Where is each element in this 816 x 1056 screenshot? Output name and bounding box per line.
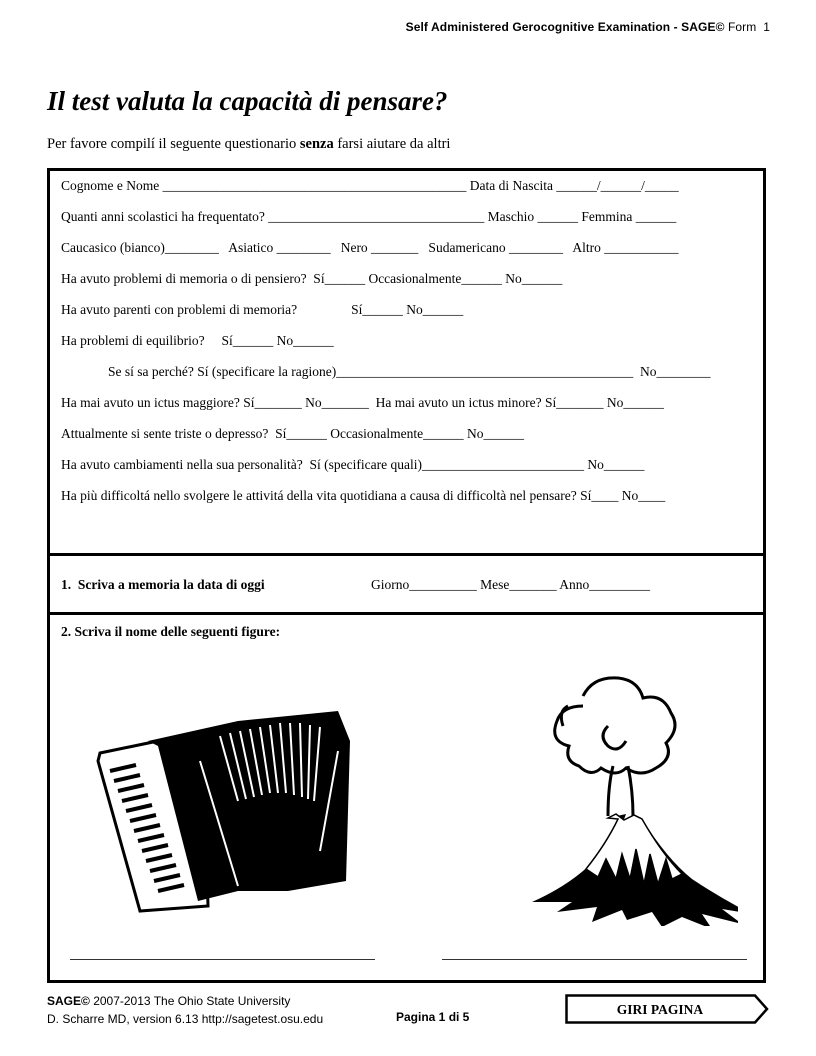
answer-line-figure-1[interactable] bbox=[70, 959, 375, 960]
intro-bold: senza bbox=[299, 136, 334, 152]
answer-line-figure-2[interactable] bbox=[442, 959, 747, 960]
footer-info bbox=[47, 992, 323, 1028]
question-schooling-sex[interactable]: Quanti anni scolastici ha frequentato? ________________________________ Maschio ______ Femmina ______ bbox=[61, 209, 677, 224]
turn-page-label: GIRI PAGINA bbox=[616, 1002, 704, 1017]
section-divider bbox=[50, 612, 763, 615]
footer-sage: SAGE© bbox=[47, 994, 90, 1008]
question-ethnicity[interactable]: Caucasico (bianco)________ Asiatico ________ Nero _______ Sudamericano ________ Altro ___________ bbox=[61, 240, 679, 255]
intro-after: farsi aiutare da altri bbox=[333, 136, 451, 152]
header-form: Form 1 bbox=[724, 20, 770, 34]
question-balance-reason[interactable]: Se sí sa perché? Sí (specificare la ragione)____________________________________________ No________ bbox=[108, 364, 711, 379]
volcano-picture bbox=[468, 666, 738, 926]
intro-before: Per favore compilí il seguente questionario bbox=[47, 136, 300, 152]
footer-author: D. Scharre MD, version 6.13 http://sagetest.osu.edu bbox=[47, 1012, 324, 1026]
question-daily-activities[interactable]: Ha più difficoltá nello svolgere le attivitá della vita quotidiana a causa di difficoltà nel pensare? Sí____ No____ bbox=[61, 488, 666, 503]
form-box bbox=[47, 168, 766, 983]
question-depression[interactable]: Attualmente si sente triste o depresso? Sí______ Occasionalmente______ No______ bbox=[61, 426, 525, 441]
turn-page-button[interactable] bbox=[565, 994, 769, 1024]
page-header bbox=[406, 20, 770, 34]
header-sage: SAGE© bbox=[681, 20, 725, 34]
section1-date-fields[interactable]: Giorno__________ Mese_______ Anno_________ bbox=[371, 577, 650, 592]
question-stroke[interactable]: Ha mai avuto un ictus maggiore? Sí_______ No_______ Ha mai avuto un ictus minore? Sí_______ No______ bbox=[61, 395, 664, 410]
intro-text bbox=[47, 136, 450, 153]
question-personality[interactable]: Ha avuto cambiamenti nella sua personalità? Sí (specificare quali)________________________ No______ bbox=[61, 457, 645, 472]
section1-row bbox=[61, 577, 650, 593]
page-title: Il test valuta la capacità di pensare? bbox=[47, 86, 448, 116]
footer-copyright: 2007-2013 The Ohio State University bbox=[89, 994, 291, 1008]
question-balance[interactable]: Ha problemi di equilibrio? Sí______ No______ bbox=[61, 333, 334, 348]
footer-copyright-line bbox=[47, 992, 323, 1010]
section2-label: 2. Scriva il nome delle seguenti figure: bbox=[61, 624, 281, 639]
page-number: Pagina 1 di 5 bbox=[396, 1010, 470, 1024]
question-name-birthdate[interactable]: Cognome e Nome _____________________________________________ Data di Nascita ______/______/_____ bbox=[61, 178, 679, 193]
accordion-picture bbox=[88, 701, 358, 916]
question-memory-problems[interactable]: Ha avuto problemi di memoria o di pensiero? Sí______ Occasionalmente______ No______ bbox=[61, 271, 563, 286]
question-family-memory[interactable]: Ha avuto parenti con problemi di memoria? Sí______ No______ bbox=[61, 302, 464, 317]
header-title-prefix: Self Administered Gerocognitive Examination - bbox=[405, 20, 682, 34]
section1-label: 1. Scriva a memoria la data di oggi bbox=[61, 577, 265, 592]
section-divider bbox=[50, 553, 763, 556]
